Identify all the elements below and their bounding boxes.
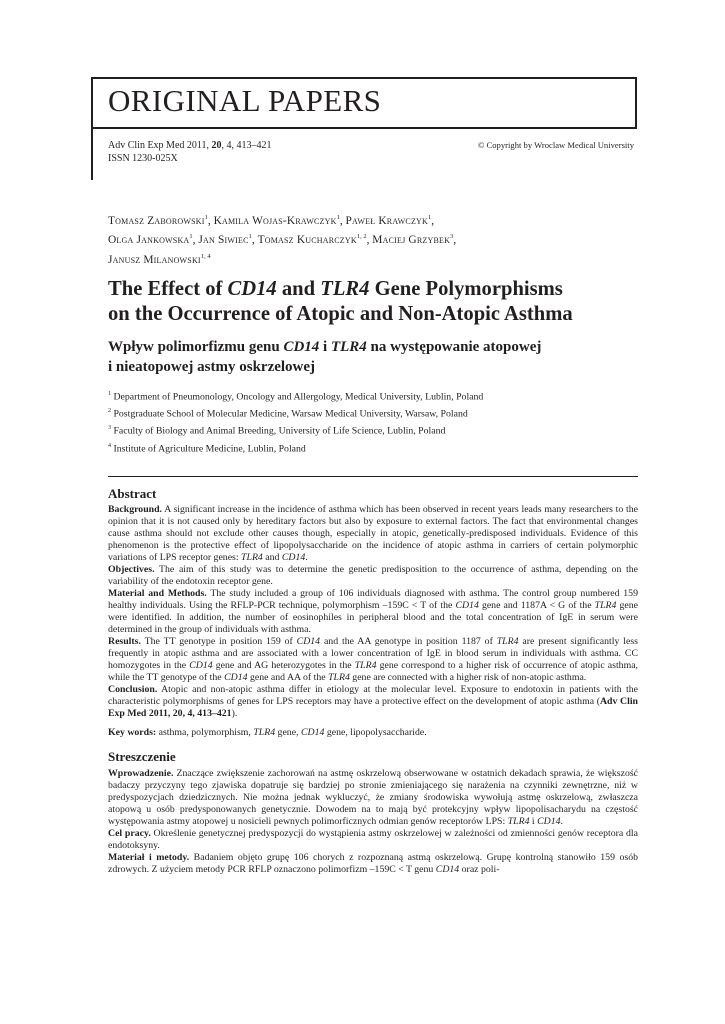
gene-name: CD14 (537, 816, 561, 828)
author-list: Tomasz Zaborowski$^1$, Kamila Wojas-Krawczyk$^1$, Paweł Krawczyk$^1$, Olga Jankowska$^1$, Jan Siwiec$^1$, Tomasz Kucharczyk$^{1, 2}$, Maciej Grzybek$^3$, Janusz Milanowski$^{1, 4}$ (108, 214, 457, 266)
abstract-background (108, 504, 638, 564)
article-title-polish (108, 337, 638, 377)
paragraph-text: gene, (275, 727, 301, 739)
paragraph-text: gene are connected with a higher risk of non-atopic asthma. (349, 672, 587, 684)
title-text: i (319, 338, 331, 355)
author-affiliation: 1, 2 (356, 233, 367, 241)
paragraph-text: The aim of this study was to determine the genetic predisposition to the occurrence of asthma, depending on the variability of the endotoxin receptor gene. (108, 564, 638, 588)
paragraph-text: gene correspond to a higher risk of occurrence of atopic asthma, while the TT genotype of the (108, 660, 638, 684)
author-name: Olga Jankowska (108, 234, 190, 247)
streszczenie-body (108, 768, 638, 876)
issn: ISSN 1230-025X (108, 153, 178, 164)
streszczenie-intro (108, 768, 638, 828)
section-title: ORIGINAL PAPERS (108, 83, 382, 118)
author-affiliation: 1 (204, 214, 208, 221)
paragraph-text: Znaczące zwiększenie zachorowań na astmę oskrzelową obserwowane w ostatnich dekadach sprawia, że większość badaczy przyczyny tego zjawiska dopatruje się bardziej po stronie zmieniającego się narażenia na czynniki zewnętrzne, niż w predyspozycjach dziedzicznych. Nie można jednak wykluczyć, że zmiany środowiska wywołują astmę oskrzelową, zwłaszcza atopową u osób predysponowanych genetycznie. Dowodem na to mają być protekcyjny wpływ lipopolisacharydu na częstość występowania astmy atopowej u nosicieli pewnych polimorficznych odmian genów receptorów LPS: (108, 768, 638, 828)
gene-name: CD14 (435, 864, 460, 876)
paragraph-label: Wprowadzenie. (108, 768, 174, 780)
gene-name: CD14 (224, 672, 248, 684)
paragraph-text: and the AA genotype in position 1187 of (320, 636, 497, 648)
paragraph-text: and (262, 552, 282, 564)
affiliation-list (108, 387, 638, 456)
paragraph-text: Określenie genetycznej predyspozycji do wystąpienia astmy oskrzelowej w zależności od zmienności genów receptora dla endotoksyny. (108, 828, 638, 852)
paragraph-text: gene and AG heterozygotes in the (212, 660, 355, 672)
header-rule (91, 127, 637, 129)
gene-name: CD14 (189, 660, 213, 672)
abstract-divider (108, 476, 638, 477)
title-text: The Effect of (108, 277, 228, 300)
title-text: na występowanie atopowej (366, 338, 542, 355)
paragraph-label: Cel pracy. (108, 828, 151, 840)
affiliation-number: 1 (108, 390, 111, 397)
journal-header (91, 77, 637, 180)
article-title (108, 277, 638, 327)
title-text: on the Occurrence of Atopic and Non-Atopic Asthma (108, 302, 573, 325)
paragraph-text: ). (231, 708, 238, 720)
affiliation-number: 2 (108, 408, 111, 415)
gene-name: CD14 (281, 552, 306, 564)
gene-name: TLR4 (507, 816, 530, 828)
affiliation (108, 421, 638, 438)
gene-name: TLR4 (241, 552, 263, 564)
gene-name: TLR4 (330, 338, 367, 355)
gene-name: CD14 (283, 338, 320, 355)
abstract-methods (108, 588, 638, 636)
paragraph-text: The study included a group of 106 individuals diagnosed with asthma. The control group numbered 159 healthy individuals. Using the RFLP-PCR technique, polymorphism –159C < T of the (108, 588, 638, 612)
paragraph-text: The TT genotype in position 159 of (140, 636, 297, 648)
author-affiliation: 1 (428, 214, 432, 221)
streszczenie-aim (108, 828, 638, 852)
header-rule (91, 77, 637, 79)
affiliation-text: Postgraduate School of Molecular Medicine, Warsaw Medical University, Warsaw, Poland (113, 408, 468, 420)
paragraph-label: Key words: (108, 727, 157, 739)
author-name: Tomasz Kucharczyk (257, 234, 357, 247)
affiliation-number: 4 (108, 442, 111, 449)
author-affiliation: 1 (336, 214, 340, 221)
paragraph-text: gene, lipopolysaccharide. (324, 727, 427, 739)
paragraph-text: gene were identified. In addition, the number of eosinophiles in peripheral blood and the total concentration of IgE in serum were determined in the group of individuals with asthma. (108, 600, 638, 636)
gene-name: CD14 (300, 727, 325, 739)
streszczenie-heading: Streszczenie (108, 749, 176, 765)
gene-name: TLR4 (320, 277, 370, 300)
affiliation-number: 3 (108, 425, 111, 432)
paragraph-text: gene and AA of the (247, 672, 329, 684)
abstract-results (108, 636, 638, 684)
affiliation (108, 387, 638, 404)
journal-info (108, 139, 272, 165)
affiliation-text: Department of Pneumonology, Oncology and Allergology, Medical University, Lublin, Poland (113, 391, 484, 403)
affiliation (108, 439, 638, 456)
gene-name: CD14 (227, 277, 277, 300)
author-name: Paweł Krawczyk (345, 214, 428, 227)
paragraph-label: Objectives. (108, 564, 155, 576)
gene-name: CD14 (296, 636, 321, 648)
citation-text: , 4, 413–421 (221, 140, 272, 151)
citation-reference: Adv Clin Exp Med 2011, 20, 4, 413–421 (108, 696, 639, 720)
title-text: i nieatopowej astmy oskrzelowej (108, 358, 316, 375)
copyright: © Copyright by Wroclaw Medical University (477, 140, 634, 150)
abstract-conclusion (108, 684, 638, 720)
paragraph-text: . (305, 552, 308, 564)
paragraph-text: Atopic and non-atopic asthma differ in etiology at the molecular level. Exposure to endotoxin in patients with the characteristic polymorphisms of genes for LPS receptors may have a protective effect on the development of atopic asthma ( (108, 684, 638, 708)
citation-volume: 20 (211, 140, 222, 151)
article-body (108, 210, 638, 876)
gene-name: TLR4 (253, 727, 276, 739)
header-rule (635, 77, 637, 128)
affiliation (108, 404, 638, 421)
paragraph-text: Badaniem objęto grupę 106 chorych z rozpoznaną astmą oskrzelową. Grupę kontrolną stanowiło 159 osób zdrowych. Z użyciem metody PCR RFLP oznaczono polimorfizm –159C < T genu (108, 852, 638, 876)
author-affiliation: 1 (189, 233, 193, 241)
paragraph-label: Conclusion. (108, 684, 158, 696)
gene-name: TLR4 (496, 636, 519, 648)
title-text: and (276, 277, 321, 300)
paragraph-text: A significant increase in the incidence of asthma which has been observed in recent years leads many researchers to the opinion that it is not caused only by hereditary factors but also by exposure to external factors. The fact that environmental changes cause asthma should not exclude other causes though, especially in atopic, genetically-predisposed individuals. Evidence of this phenomenon is the protective effect of lipopolysaccharide on the incidence of atopic asthma in carriers of certain polymorphic variations of LPS receptor genes: (108, 504, 638, 564)
author-name: Tomasz Zaborowski (108, 214, 205, 227)
paragraph-text: . (560, 816, 563, 828)
title-text: Gene Polymorphisms (369, 277, 563, 300)
title-text: Wpływ polimorfizmu genu (108, 338, 284, 355)
author-name: Kamila Wojas-Krawczyk (213, 214, 337, 227)
author-affiliation: 3 (450, 233, 454, 241)
paragraph-label: Background. (108, 504, 162, 516)
abstract-objectives (108, 564, 638, 588)
citation-text: Adv Clin Exp Med 2011, (108, 140, 212, 151)
paragraph-text: gene and 1187A < G of the (478, 600, 595, 612)
affiliation-text: Faculty of Biology and Animal Breeding, University of Life Science, Lublin, Poland (113, 425, 446, 437)
paragraph-text: asthma, polymorphism, (156, 727, 254, 739)
author-name: Janusz Milanowski (108, 253, 201, 266)
abstract-heading: Abstract (108, 486, 157, 502)
paragraph-label: Results. (108, 636, 141, 648)
gene-name: CD14 (455, 600, 479, 612)
abstract-body (108, 504, 638, 739)
gene-name: TLR4 (354, 660, 377, 672)
paragraph-text: are present significantly less frequently in atopic asthma and are associated with a lower concentration of IgE in blood serum in individuals with asthma. CC homozygotes in the (108, 636, 638, 672)
affiliation-text: Institute of Agriculture Medicine, Lublin, Poland (113, 442, 306, 454)
gene-name: TLR4 (328, 672, 350, 684)
citation (108, 139, 272, 152)
paragraph-text: i (529, 816, 538, 828)
author-affiliation: 1, 4 (200, 252, 211, 260)
paragraph-label: Material and Methods. (108, 588, 207, 600)
paragraph-text: oraz poli- (459, 864, 500, 876)
keywords (108, 727, 638, 739)
streszczenie-methods (108, 852, 638, 876)
gene-name: TLR4 (594, 600, 617, 612)
author-name: Maciej Grzybek (372, 234, 451, 247)
author-name: Jan Siwiec (198, 234, 249, 247)
paragraph-label: Materiał i metody. (108, 852, 190, 864)
author-affiliation: 1 (248, 233, 252, 241)
